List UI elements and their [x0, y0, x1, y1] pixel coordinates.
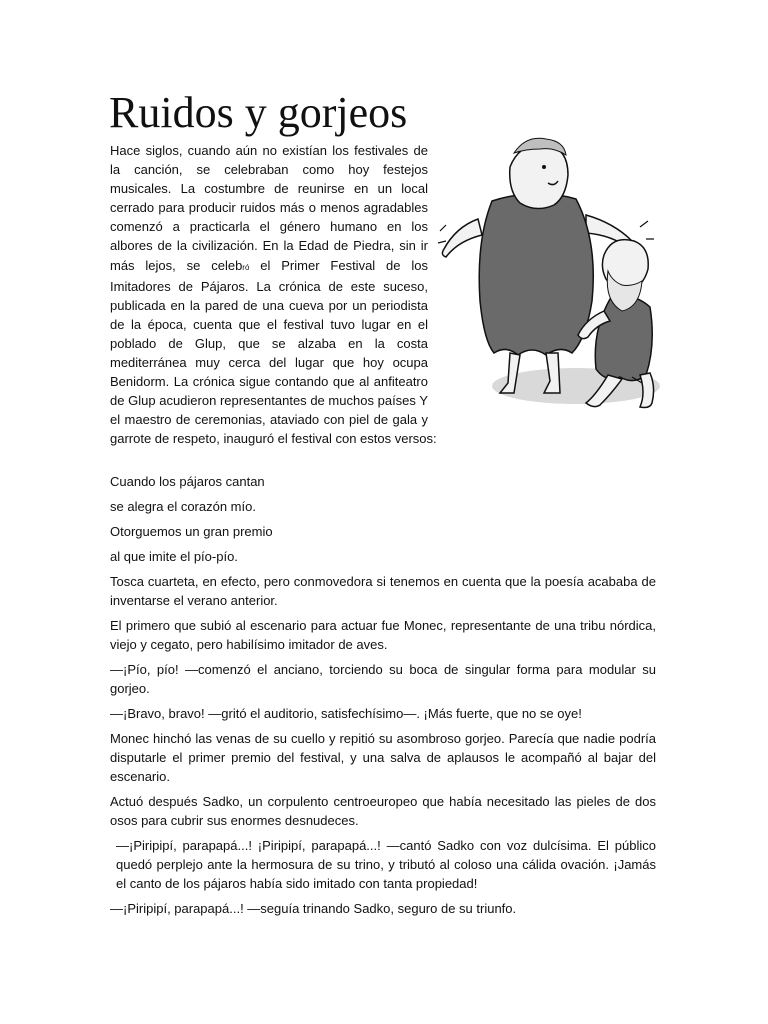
big-caveman-left-arm — [442, 219, 482, 257]
cavemen-drawing — [436, 131, 660, 423]
body-paragraph: —¡Piripipí, parapapá...! —seguía trinando Sadko, seguro de su triunfo. — [110, 901, 517, 916]
big-caveman-head — [510, 144, 568, 208]
cavemen-illustration — [436, 131, 660, 423]
body-paragraph: Tosca cuarteta, en efecto, pero conmovedora si tenemos en cuenta que la poesía acababa de inventarse el verano anterior. — [110, 574, 656, 608]
body-paragraph: El primero que subió al escenario para actuar fue Monec, representante de una tribu nórdica, viejo y cegato, pero habilísimo imitador de aves. — [110, 618, 656, 652]
body-paragraph: Monec hinchó las venas de su cuello y repitió su asombroso gorjeo. Parecía que nadie podría disputarle el primer premio del festival, y una salva de aplausos le acompañó al bajar del escenario. — [110, 731, 656, 784]
document-title: Ruidos y gorjeos — [109, 88, 408, 137]
verse-line: al que imite el pío-pío. — [110, 549, 238, 564]
intro-text-part-2: el Primer Festival de los Imitadores de Pájaros. La crónica de este suceso, publicada en la pared de una cueva por un periodista de la época, cuenta que el festival tuvo lugar en el poblado de Glup, que se alzaba en la costa mediterránea muy cerca del lugar que hoy ocupa Benidorm. La crónica sigue contando que al anfiteatro de Glup acudieron representantes de muchos países Y el maestro de ceremonias, ataviado con piel de gala y garrote de respeto, inauguró el festival con estos versos: — [110, 257, 437, 447]
body-paragraph: —¡Bravo, bravo! —gritó el auditorio, satisfechísimo—. ¡Más fuerte, que no se oye! — [110, 706, 582, 721]
body-paragraph: —¡Piripipí, parapapá...! ¡Piripipí, parapapá...! —cantó Sadko con voz dulcísima. El público quedó perplejo ante la hermosura de su trino, y tributó al coloso una cálida ovación. ¡Jamás el canto de los pájaros había sido imitado con tanta propiedad! — [116, 838, 656, 891]
intro-section — [110, 141, 656, 449]
body-paragraph: Actuó después Sadko, un corpulento centroeuropeo que había necesitado las pieles de dos osos para cubrir sus enormes desnudeces. — [110, 794, 656, 828]
verse-line: Otorguemos un gran premio — [110, 524, 273, 539]
big-caveman-fur — [479, 193, 593, 355]
verse-line: Cuando los pájaros cantan — [110, 474, 265, 489]
body-paragraph: —¡Pío, pío! —comenzó el anciano, torciendo su boca de singular forma para modular su gorjeo. — [110, 662, 656, 696]
intro-text-small: ró — [242, 262, 250, 272]
intro-text-part-1: Hace siglos, cuando aún no existían los festivales de la canción, se celebraban como hoy festejos musicales. La costumbre de reunirse en un local cerrado para producir ruidos más o menos agradables comenzó a practicarla el género humano en los albores de la civilización. En la Edad de Piedra, sin ir más lejos, se celeb — [110, 143, 428, 273]
body-section — [110, 472, 656, 924]
verse-line: se alegra el corazón mío. — [110, 499, 256, 514]
big-caveman-eye — [542, 165, 546, 169]
